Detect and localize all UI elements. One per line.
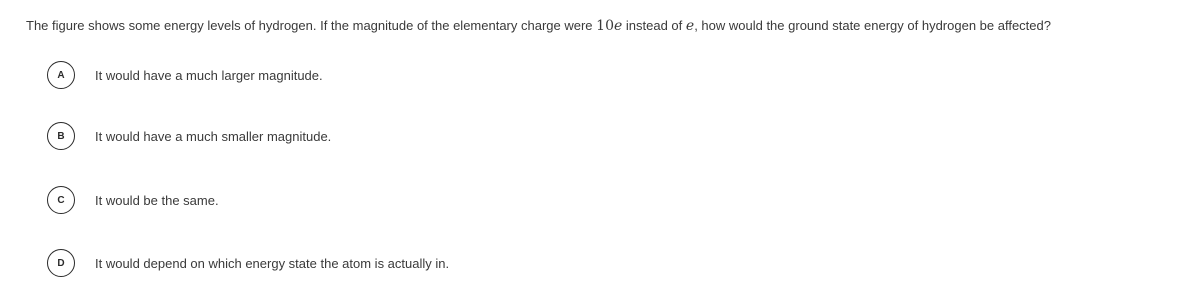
question-part-2: instead of (622, 18, 686, 33)
question-text (26, 17, 1051, 35)
choice-letter-badge[interactable]: A (47, 61, 75, 89)
answer-choice-b[interactable] (47, 122, 331, 150)
math-variable: e (685, 18, 695, 34)
math-variable: e (613, 18, 623, 34)
question-part-3: , how would the ground state energy of hydrogen be affected? (694, 18, 1051, 33)
answer-choice-a[interactable] (47, 61, 323, 89)
choice-text: It would have a much smaller magnitude. (95, 128, 332, 144)
answer-choice-d[interactable] (47, 249, 449, 277)
choice-letter-badge[interactable]: D (47, 249, 75, 277)
answer-choice-c[interactable] (47, 186, 219, 214)
choice-letter-badge[interactable]: B (47, 122, 75, 150)
choice-text: It would have a much larger magnitude. (95, 67, 323, 83)
choice-letter-badge[interactable]: C (47, 186, 75, 214)
choice-text: It would be the same. (95, 192, 219, 208)
choice-text: It would depend on which energy state the atom is actually in. (95, 255, 450, 271)
math-number: 10 (596, 18, 614, 34)
question-part-1: The figure shows some energy levels of hydrogen. If the magnitude of the elementary charge were (26, 18, 597, 33)
